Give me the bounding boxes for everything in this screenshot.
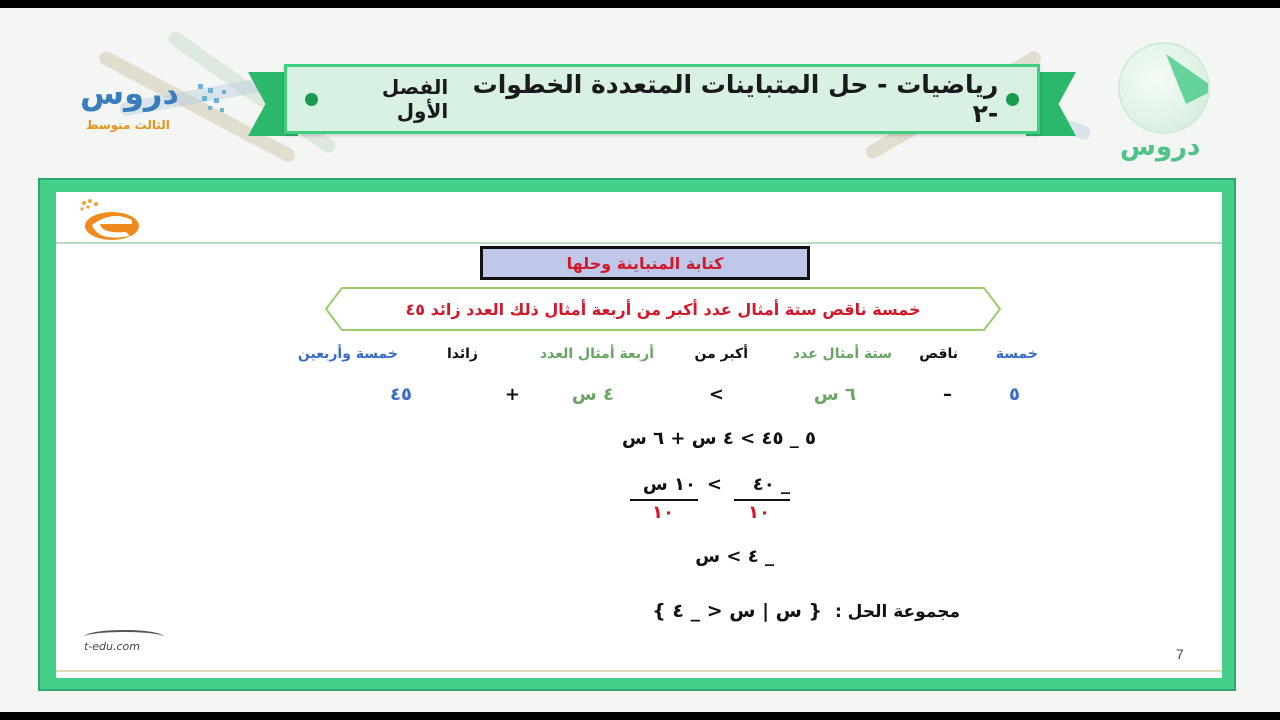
fraction-bar [630, 499, 698, 501]
lesson-title-banner [284, 64, 1040, 134]
tedu-logo: t-edu.com [84, 640, 140, 653]
term-word: ستة أمثال عدد [792, 346, 892, 362]
step-2-operator: > [706, 474, 722, 495]
term-symbol: ٤ س [571, 384, 614, 405]
pixel-dots-icon [194, 80, 234, 120]
problem-statement-text: خمسة ناقص ستة أمثال عدد أكبر من أربعة أمثال ذلك العدد زائد ٤٥ [405, 299, 921, 319]
term-word: ناقص [919, 346, 958, 362]
term-symbol: ٤٥ [390, 384, 412, 405]
logo-circle-icon [1118, 42, 1210, 134]
divider [56, 242, 1222, 244]
term-word: أكبر من [694, 346, 748, 362]
lesson-title-text: رياضيات - حل المتباينات المتعددة الخطوات -٢ [472, 70, 999, 128]
step-2-left-numerator: _ ٤٠ [752, 474, 790, 495]
term-symbol: ٥ [1009, 384, 1020, 405]
chapter-label [305, 75, 448, 123]
solution-set: { س | س < _ ٤ } [652, 600, 822, 622]
logo-word: دروس [80, 74, 179, 112]
bullet-icon [1006, 93, 1019, 106]
step-2-right-numerator: ١٠ س [642, 474, 696, 495]
fraction-bar [734, 499, 790, 501]
section-heading-text: كتابة المتباينة وحلها [566, 253, 724, 273]
e-education-logo-icon [78, 198, 140, 242]
term-symbol: ٦ س [813, 384, 856, 405]
step-2-left-denominator: ١٠ [748, 502, 770, 523]
logo-word: دروس [1120, 132, 1201, 162]
video-frame [0, 8, 1280, 712]
solution-set-label: مجموعة الحل : [834, 602, 960, 622]
term-word: خمسة وأربعين [297, 346, 398, 362]
term-symbol: – [943, 384, 952, 405]
lesson-title [448, 70, 1019, 128]
step-3-result: _ ٤ > س [695, 546, 774, 567]
durus-logo-left [80, 74, 240, 138]
durus-logo-right [1110, 38, 1220, 168]
term-word: زائدا [446, 346, 478, 362]
slide-canvas [56, 192, 1222, 678]
page-number: 7 [1176, 646, 1184, 662]
section-heading [480, 246, 810, 280]
term-symbol: > [708, 384, 724, 405]
divider [56, 670, 1222, 672]
step-1-equation: ٥ _ ٤٥ > ٤ س + ٦ س [622, 428, 816, 449]
logo-subtitle: الثالث متوسط [86, 118, 170, 132]
term-symbol: + [504, 384, 520, 405]
slide-frame [38, 178, 1236, 691]
term-word: أربعة أمثال العدد [539, 346, 654, 362]
problem-statement [324, 286, 1002, 332]
term-word: خمسة [995, 346, 1038, 362]
bullet-icon [305, 93, 318, 106]
logo-slice [1166, 54, 1210, 104]
chapter-label-text: الفصل الأول [381, 75, 449, 123]
step-2-right-denominator: ١٠ [652, 502, 674, 523]
